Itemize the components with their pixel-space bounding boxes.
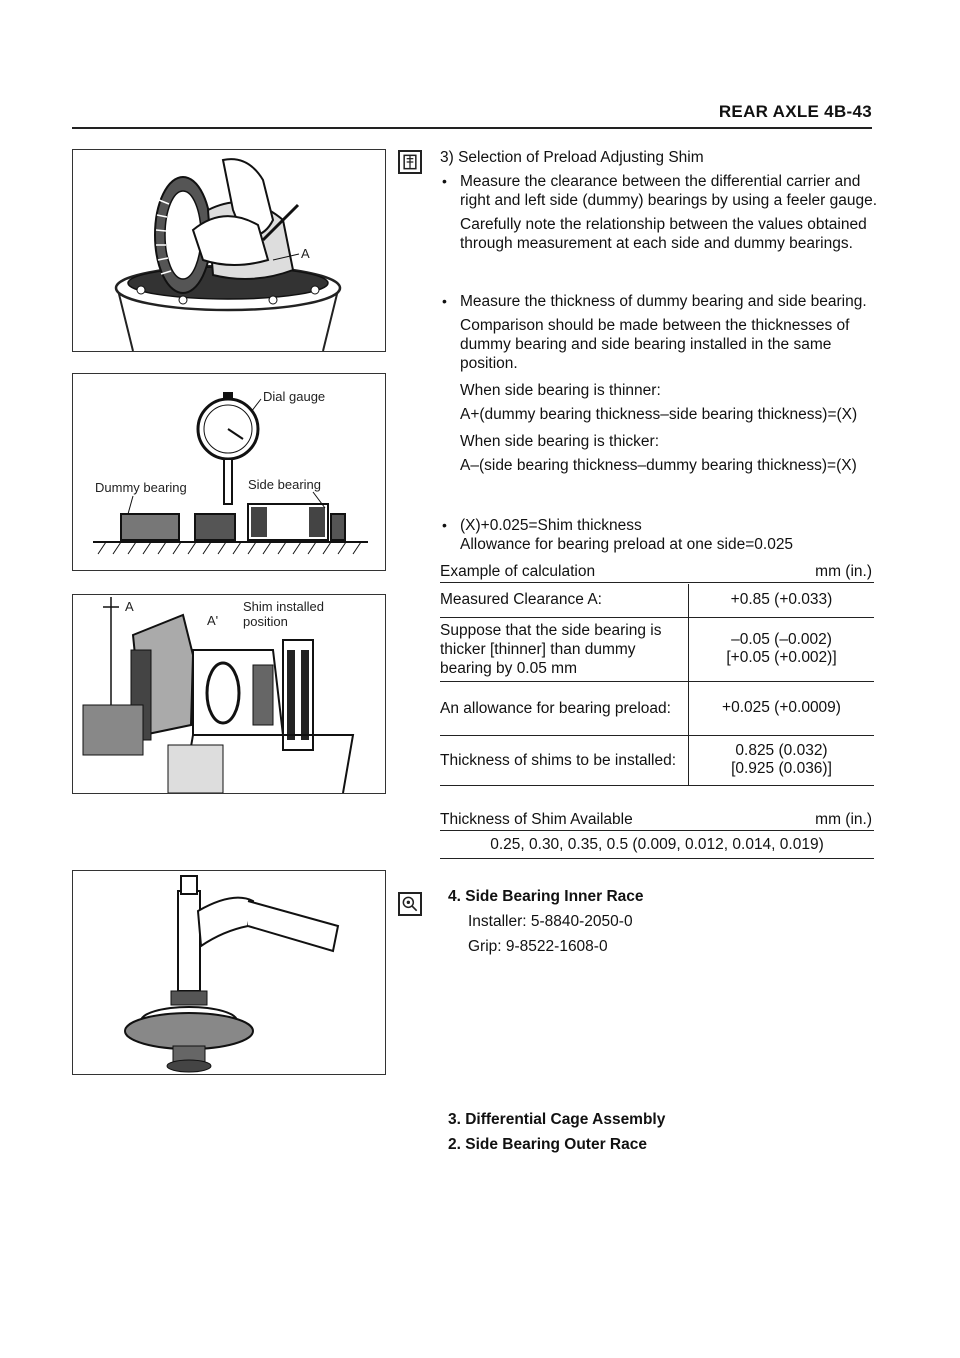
inner-race-installer-illustration [73, 871, 385, 1074]
calc-row-value: +0.025 (+0.0009) [722, 699, 841, 716]
fig3-label-a-prime: A' [207, 613, 219, 628]
adjust-wrench-icon [398, 150, 422, 174]
fig1-label-a: A [301, 246, 310, 261]
calc-table-title: Example of calculation [440, 563, 596, 580]
bullet2-thicker-formula: A–(side bearing thickness–dummy bearing thickness)=(X) [460, 457, 857, 474]
bullet3-line2: Allowance for bearing preload at one side=0.025 [460, 536, 794, 553]
step3-bullet-thickness [440, 292, 880, 480]
calc-row-shim-thickness [440, 735, 874, 785]
calc-table-unit: mm (in.) [815, 563, 872, 580]
dial-gauge-illustration [73, 374, 385, 570]
shim-table-top-rule [440, 830, 874, 831]
bullet2-line1: • Measure the thickness of dummy bearing and side bearing. [460, 293, 867, 310]
step3-bullet-clearance [440, 172, 880, 258]
calc-row-value-alt: [0.925 (0.036)] [731, 760, 832, 777]
calc-row-value: +0.85 (+0.033) [730, 591, 833, 609]
calc-table [440, 584, 874, 786]
fig2-label-dummy-bearing: Dummy bearing [95, 480, 187, 495]
bullet1-line2: Carefully note the relationship between the values obtained through measurement at each side and dummy bearings. [460, 216, 867, 252]
step-differential-cage-heading: 3. Differential Cage Assembly [448, 1111, 666, 1128]
shim-table-unit: mm (in.) [815, 811, 872, 828]
bullet3-line1: • (X)+0.025=Shim thickness [460, 517, 642, 534]
calc-row-suppose [440, 617, 874, 681]
figure-shim-position [72, 594, 386, 794]
calc-row-allowance [440, 681, 874, 735]
fig2-label-dial-gauge: Dial gauge [263, 389, 326, 404]
calc-row-label: Thickness of shims to be installed: [440, 735, 689, 785]
bullet2-thinner-label: When side bearing is thinner: [460, 382, 661, 399]
ring-gear-illustration [73, 150, 385, 351]
calc-row-value: –0.05 (–0.002) [731, 631, 832, 648]
step4-heading: 4. Side Bearing Inner Race [448, 888, 644, 905]
figure-ring-gear-adjust [72, 149, 386, 352]
step-outer-race-heading: 2. Side Bearing Outer Race [448, 1136, 647, 1153]
fig3-label-shim-line1: Shim installed [243, 599, 324, 614]
fig3-label-shim-line2: position [243, 614, 288, 629]
step4-grip: Grip: 9-8522-1608-0 [468, 938, 608, 955]
calc-row-label: Measured Clearance A: [440, 584, 689, 617]
shim-table-bottom-rule [440, 858, 874, 859]
bullet1-line1: • Measure the clearance between the differential carrier and right and left side (dummy) bearings by using a feeler gauge. [460, 173, 878, 209]
shim-cross-section-illustration [73, 595, 385, 793]
bullet2-thinner-formula: A+(dummy bearing thickness–side bearing thickness)=(X) [460, 406, 858, 423]
step4-installer: Installer: 5-8840-2050-0 [468, 913, 633, 930]
calc-row-value-alt: [+0.05 (+0.002)] [726, 649, 837, 666]
install-magnifier-icon [398, 892, 422, 916]
step3-heading: 3) Selection of Preload Adjusting Shim [440, 149, 704, 166]
calc-table-top-rule [440, 582, 874, 583]
figure-inner-race-installer [72, 870, 386, 1075]
page-header-title: REAR AXLE 4B-43 [718, 102, 872, 121]
calc-row-measured [440, 584, 874, 617]
fig3-label-a: A [125, 599, 134, 614]
calc-row-label: Suppose that the side bearing is thicker [thinner] than dummy bearing by 0.05 mm [440, 617, 689, 681]
shim-table-title: Thickness of Shim Available [440, 811, 633, 828]
header-rule [72, 127, 872, 129]
bullet2-thicker-label: When side bearing is thicker: [460, 433, 660, 450]
figure-dial-gauge [72, 373, 386, 571]
shim-table-values: 0.25, 0.30, 0.35, 0.5 (0.009, 0.012, 0.014, 0.019) [490, 836, 824, 853]
step3-bullet-shim [440, 516, 880, 554]
fig2-label-side-bearing: Side bearing [248, 477, 321, 492]
calc-row-label: An allowance for bearing preload: [440, 681, 689, 735]
bullet2-line2: Comparison should be made between the thicknesses of dummy bearing and side bearing installed in the same position. [460, 317, 850, 372]
calc-row-value: 0.825 (0.032) [735, 742, 828, 759]
